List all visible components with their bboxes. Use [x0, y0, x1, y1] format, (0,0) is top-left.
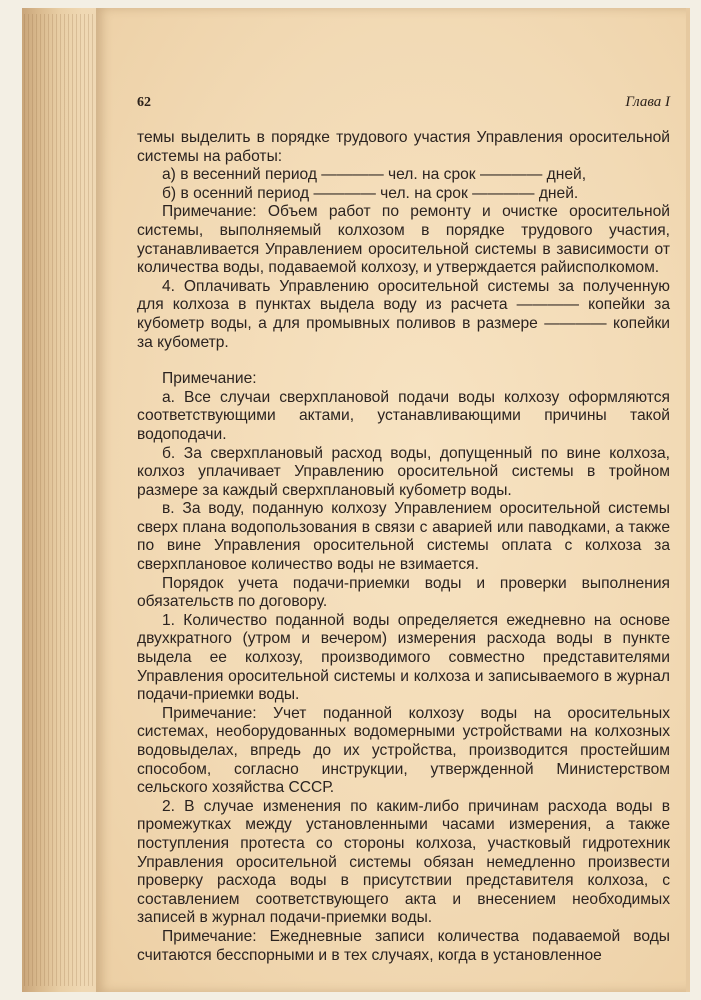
paragraph-accounting-procedure: Порядок учета подачи-приемки воды и проверки выполнения обязательств по договору.	[137, 574, 670, 611]
page-number: 62	[137, 95, 151, 110]
note-item-a: а. Все случаи сверхплановой подачи воды колхозу оформляются соответствующими актами, устанавливающими причины такой водоподачи.	[137, 388, 670, 443]
page-text	[137, 129, 670, 965]
page-right-edge	[686, 8, 690, 992]
line-autumn-period: б) в осенний период ———— чел. на срок ———— дней.	[162, 184, 579, 202]
line-spring-period: а) в весенний период ———— чел. на срок ———— дней,	[162, 166, 587, 184]
paragraph-note-daily-records: Примечание: Ежедневные записи количества подаваемой воды считаются бесспорными и в тех случаях, когда в установленное	[137, 927, 670, 964]
paragraph-note-accounting: Примечание: Учет поданной колхозу воды на оросительных системах, необорудованных водомерными устройствами на колхозных водовыделах, впредь до их устройства, производится простейшим способом, согласно инструкции, утвержденной Министерством сельского хозяйства СССР.	[137, 704, 670, 797]
note-item-b: б. За сверхплановый расход воды, допущенный по вине колхоза, колхоз уплачивает Управлению оросительной системы в тройном размере за каждый сверхплановый кубометр воды.	[137, 444, 670, 499]
spacer	[137, 352, 670, 370]
paragraph-intro: темы выделить в порядке трудового участия Управления оросительной системы на работы:	[137, 129, 670, 165]
book-page-edge-lines	[24, 14, 104, 986]
running-header	[137, 94, 670, 116]
paragraph-note-volume: Примечание: Объем работ по ремонту и очистке оросительной системы, выполняемый колхозом в порядке трудового участия, устанавливается Управлением оросительной системы в зависимости от количества воды, подаваемой колхозу, и утверждается райисполкомом.	[137, 203, 670, 277]
chapter-title: Глава I	[625, 94, 670, 110]
paragraph-item-4: 4. Оплачивать Управлению оросительной системы за полученную для колхоза в пунктах выдела воду из расчета ———— копейки за кубометр воды, а для промывных поливов в размере ———— копейки за кубометр.	[137, 277, 670, 351]
note-item-c: в. За воду, поданную колхозу Управлением оросительной системы сверх плана водопользования в связи с аварией или паводками, а также по вине Управления оросительной системы оплата с колхоза за сверхплановое количество воды не взимается.	[137, 500, 670, 574]
paragraph-item-2: 2. В случае изменения по каким-либо причинам расхода воды в промежутках между установленными часами измерения, а также поступления протеста со стороны колхоза, участковый гидротехник Управления оросительной системы обязан немедленно произвести проверку расхода воды в присутствии представителя колхоза, с составлением соответствующего акта и внесением необходимых записей в журнал подачи-приемки воды.	[137, 797, 670, 927]
note-heading: Примечание:	[162, 370, 257, 388]
paragraph-item-1: 1. Количество поданной воды определяется ежедневно на основе двухкратного (утром и вечером) измерения расхода воды в пункте выдела ее колхозу, производимого совместно представителями Управления оросительной системы и колхоза и записываемого в журнал подачи-приемки воды.	[137, 611, 670, 704]
